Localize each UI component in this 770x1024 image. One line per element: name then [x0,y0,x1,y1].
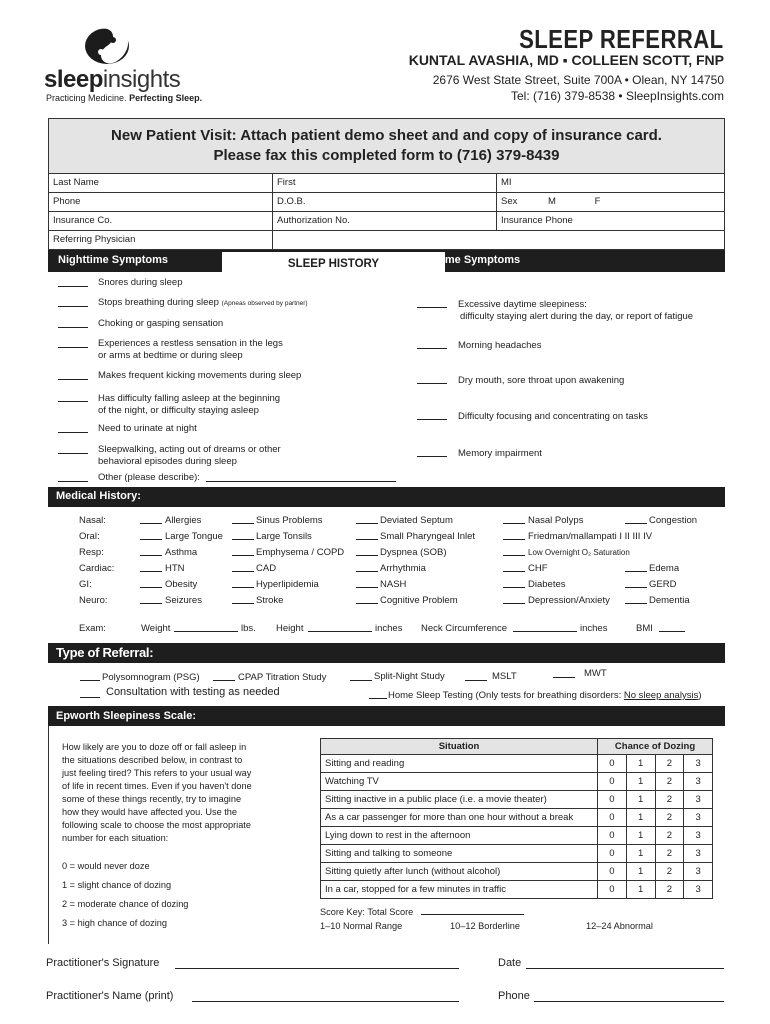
symptom-sleepwalking-2: behavioral episodes during sleep [98,456,237,467]
score-option-0[interactable]: 0 [598,755,627,773]
check-blank[interactable] [58,306,88,307]
check-blank[interactable] [417,456,447,457]
chance-header: Chance of Dozing [598,739,713,755]
first-name-label: First [277,177,296,188]
score-option-1[interactable]: 1 [626,827,655,845]
last-name-field[interactable] [49,174,273,192]
check-blank[interactable] [417,419,447,420]
epworth-sidebar [48,726,49,944]
split-night-option: Split-Night Study [374,671,445,682]
situation-cell: Lying down to rest in the afternoon [321,827,598,845]
symptom-restless-2: or arms at bedtime or during sleep [98,350,243,361]
score-key-label: Score Key: Total Score [320,907,414,917]
symptom-excessive-sleepiness-1: Excessive daytime sleepiness: [458,299,587,310]
check-blank[interactable] [232,539,254,540]
nash: NASH [380,579,407,590]
epworth-intro-8: number for each situation: [62,833,169,843]
date-blank[interactable] [526,968,724,969]
score-option-1[interactable]: 1 [626,755,655,773]
hyperlipidemia: Hyperlipidemia [256,579,319,590]
score-option-3[interactable]: 3 [684,863,713,881]
home-sleep-testing-option [388,690,702,701]
symptom-urinate: Need to urinate at night [98,423,197,434]
score-option-1[interactable]: 1 [626,773,655,791]
logo-tagline-a: Practicing Medicine. [46,93,127,103]
authorization-field[interactable] [273,212,497,230]
score-option-0[interactable]: 0 [598,791,627,809]
no-sleep-analysis: No sleep analysis [623,690,699,701]
phone-blank[interactable] [534,1001,724,1002]
check-blank[interactable] [465,680,487,681]
small-pharyngeal-inlet: Small Pharyngeal Inlet [380,531,476,542]
sleep-history-bar [48,250,725,272]
score-option-1[interactable]: 1 [626,881,655,899]
friedman-mallampati: Friedman/mallampati I II III IV [528,531,653,542]
check-blank[interactable] [232,555,254,556]
phone-label: Phone [53,196,81,207]
score-option-3[interactable]: 3 [684,773,713,791]
large-tonsils: Large Tonsils [256,531,312,542]
page-title: SLEEP REFERRAL [519,24,724,54]
bmi-blank[interactable] [659,631,685,632]
check-blank[interactable] [356,571,378,572]
score-option-0[interactable]: 0 [598,845,627,863]
check-blank[interactable] [553,677,575,678]
sex-field[interactable] [497,193,724,211]
score-option-2[interactable]: 2 [655,755,684,773]
check-blank[interactable] [58,481,88,482]
symptom-memory: Memory impairment [458,448,542,459]
height-blank[interactable] [308,631,372,632]
abnormal-range: 12–24 Abnormal [586,921,653,931]
score-option-2[interactable]: 2 [655,827,684,845]
check-blank[interactable] [140,523,162,524]
emphysema-copd: Emphysema / COPD [256,547,345,558]
check-blank[interactable] [232,523,254,524]
score-option-2[interactable]: 2 [655,845,684,863]
medical-history-title: Medical History: [56,490,141,502]
oral-label: Oral: [79,531,100,542]
mi-label: MI [501,177,512,188]
check-blank[interactable] [140,603,162,604]
check-blank[interactable] [58,453,88,454]
deviated-septum: Deviated Septum [380,515,453,526]
symptom-dry-mouth: Dry mouth, sore throat upon awakening [458,375,625,386]
scale-2: 2 = moderate chance of dozing [62,899,189,909]
epworth-title: Epworth Sleepiness Scale: [56,710,196,722]
symptom-stops-breathing: Stops breathing during sleep [98,297,219,308]
situation-cell: As a car passenger for more than one hour without a break [321,809,598,827]
epworth-table [320,738,713,899]
inches-label: inches [375,623,403,634]
situation-header: Situation [321,739,598,755]
name-print-blank[interactable] [192,1001,459,1002]
phone-field[interactable] [49,193,273,211]
instructions-banner [48,118,725,174]
asthma: Asthma [165,547,198,558]
authorization-label: Authorization No. [277,215,350,226]
check-blank[interactable] [417,348,447,349]
check-blank[interactable] [140,539,162,540]
insurance-field[interactable] [49,212,273,230]
epworth-row [321,809,713,827]
symptom-choking: Choking or gasping sensation [98,318,224,329]
congestion: Congestion [649,515,698,526]
obesity: Obesity [165,579,198,590]
check-blank[interactable] [356,555,378,556]
sex-f-option[interactable]: F [594,196,601,207]
score-option-3[interactable]: 3 [684,809,713,827]
cad: CAD [256,563,277,574]
banner-line-2: Please fax this completed form to (716) 379-8439 [213,147,560,164]
symptom-falling-asleep-1: Has difficulty falling asleep at the beginning [98,393,281,404]
check-blank[interactable] [503,603,525,604]
referral-title: Type of Referral: [56,645,154,660]
seizures: Seizures [165,595,202,606]
symptom-sleepwalking-1: Sleepwalking, acting out of dreams or other [98,444,281,455]
total-score-blank[interactable] [421,914,524,915]
score-option-0[interactable]: 0 [598,827,627,845]
situation-cell: Sitting and reading [321,755,598,773]
check-blank[interactable] [625,587,647,588]
epworth-row [321,863,713,881]
cardiac-label: Cardiac: [79,563,115,574]
check-blank[interactable] [356,603,378,604]
mwt-option: MWT [584,668,607,679]
psg-option: Polysomnogram (PSG) [102,672,200,683]
yin-yang-logo-icon [82,26,132,66]
banner-line-1: New Patient Visit: Attach patient demo sheet and and copy of insurance card. [111,127,662,144]
first-name-field[interactable] [273,174,497,192]
htn: HTN [165,563,185,574]
sex-m-option[interactable]: M [548,196,556,207]
check-blank[interactable] [58,286,88,287]
score-option-0[interactable]: 0 [598,863,627,881]
depression-anxiety: Depression/Anxiety [528,595,610,606]
nighttime-symptoms-title: Nighttime Symptoms [58,254,169,266]
home-sleep-end: ) [698,690,702,701]
epworth-intro-7: following scale to choose the most appropriate [62,820,251,830]
nasal-label: Nasal: [79,515,106,526]
check-blank[interactable] [417,307,447,308]
mi-field[interactable] [497,174,724,192]
weight-label: Weight [141,623,171,634]
logo-tagline-b: Perfecting Sleep. [129,93,203,103]
epworth-row [321,827,713,845]
score-option-0[interactable]: 0 [598,881,627,899]
epworth-row [321,845,713,863]
check-blank[interactable] [356,523,378,524]
epworth-intro-1: How likely are you to doze off or fall asleep in [62,742,247,752]
score-option-3[interactable]: 3 [684,755,713,773]
situation-cell: Sitting inactive in a public place (i.e. a movie theater) [321,791,598,809]
consultation-option: Consultation with testing as needed [106,686,280,698]
situation-cell: In a car, stopped for a few minutes in traffic [321,881,598,899]
epworth-row [321,773,713,791]
dob-field[interactable] [273,193,497,211]
date-label: Date [498,957,522,969]
insurance-label: Insurance Co. [53,215,113,226]
sleep-history-title: SLEEP HISTORY [222,252,445,275]
score-option-2[interactable]: 2 [655,863,684,881]
epworth-instructions [62,741,252,845]
symptom-kicking: Makes frequent kicking movements during sleep [98,370,302,381]
diabetes: Diabetes [528,579,566,590]
score-option-1[interactable]: 1 [626,863,655,881]
insurance-phone-field[interactable] [497,212,724,230]
cpap-option: CPAP Titration Study [238,672,327,683]
check-blank[interactable] [356,587,378,588]
logo-brand-sleep: sleep [44,66,103,93]
exam-label: Exam: [79,623,106,634]
score-option-3[interactable]: 3 [684,881,713,899]
symptom-excessive-sleepiness-2: difficulty staying alert during the day, or report of fatigue [460,311,694,322]
arrhythmia: Arrhythmia [380,563,426,574]
height-label: Height [276,623,304,634]
symptom-difficulty-focusing: Difficulty focusing and concentrating on tasks [458,411,648,422]
chf: CHF [528,563,548,574]
neck-circumference-label: Neck Circumference [421,623,508,634]
score-option-3[interactable]: 3 [684,845,713,863]
bmi-label: BMI [636,623,653,634]
check-blank[interactable] [503,587,525,588]
referral-bar [48,643,725,663]
epworth-row [321,755,713,773]
scale-3: 3 = high chance of dozing [62,918,167,928]
check-blank[interactable] [140,571,162,572]
check-blank[interactable] [140,555,162,556]
name-print-label: Practitioner's Name (print) [46,990,174,1002]
check-blank[interactable] [625,603,647,604]
score-option-0[interactable]: 0 [598,809,627,827]
check-blank[interactable] [625,523,647,524]
check-blank[interactable] [417,383,447,384]
score-option-2[interactable]: 2 [655,809,684,827]
check-blank[interactable] [213,680,235,681]
signature-label: Practitioner's Signature [46,957,160,969]
check-blank[interactable] [58,347,88,348]
weight-blank[interactable] [174,631,238,632]
last-name-label: Last Name [53,177,99,188]
sex-label: Sex [501,196,518,207]
medical-history-bar [48,487,725,507]
check-blank[interactable] [369,698,387,699]
neck-inches-label: inches [580,623,608,634]
epworth-row [321,881,713,899]
score-option-1[interactable]: 1 [626,845,655,863]
low-overnight-o2: Low Overnight O₂ Saturation [528,548,630,557]
normal-range: 1–10 Normal Range [320,921,403,931]
symptom-morning-headaches: Morning headaches [458,340,542,351]
check-blank[interactable] [58,401,88,402]
check-blank[interactable] [503,555,525,556]
symptom-restless-1: Experiences a restless sensation in the legs [98,338,283,349]
mslt-option: MSLT [492,671,517,682]
score-option-0[interactable]: 0 [598,773,627,791]
epworth-intro-4: of life in recent times. Even if you haven't done [62,781,252,791]
lbs-label: lbs. [241,623,256,634]
check-blank[interactable] [350,680,372,681]
epworth-intro-5: some of these things recently, try to imagine [62,794,242,804]
logo-brand-insights: insights [102,66,181,93]
symptom-snores: Snores during sleep [98,277,183,288]
gerd: GERD [649,579,677,590]
apnea-note: (Apneas observed by partner) [221,300,308,307]
check-blank[interactable] [356,539,378,540]
epworth-row [321,791,713,809]
epworth-scale [62,857,188,933]
insurance-phone-label: Insurance Phone [501,215,573,226]
situation-cell: Sitting quietly after lunch (without alcohol) [321,863,598,881]
score-option-3[interactable]: 3 [684,791,713,809]
stroke: Stroke [256,595,284,606]
check-blank[interactable] [140,587,162,588]
dob-label: D.O.B. [277,196,306,207]
score-option-2[interactable]: 2 [655,773,684,791]
check-blank[interactable] [232,587,254,588]
neck-blank[interactable] [513,631,577,632]
patient-info-grid [48,174,725,250]
epworth-intro-2: the situations described below, in contrast to [62,755,243,765]
symptom-falling-asleep-2: of the night, or difficulty staying asleep [98,405,259,416]
large-tongue: Large Tongue [165,531,223,542]
referring-physician-label: Referring Physician [53,234,136,245]
score-option-2[interactable]: 2 [655,881,684,899]
score-option-2[interactable]: 2 [655,791,684,809]
daytime-symptoms-title: Daytime Symptoms [418,254,521,266]
check-blank[interactable] [232,571,254,572]
score-option-1[interactable]: 1 [626,809,655,827]
epworth-intro-3: just feeling tired? This refers to your usual way [62,768,252,778]
phone-label: Phone [498,990,530,1002]
situation-cell: Watching TV [321,773,598,791]
other-describe-blank[interactable] [206,481,396,482]
check-blank[interactable] [58,379,88,380]
dementia: Dementia [649,595,690,606]
check-blank[interactable] [232,603,254,604]
check-blank[interactable] [503,571,525,572]
check-blank[interactable] [80,697,100,698]
signature-blank[interactable] [175,968,459,969]
check-blank[interactable] [503,523,525,524]
cognitive-problem: Cognitive Problem [380,595,458,606]
check-blank[interactable] [503,539,525,540]
referring-physician-blank[interactable] [273,231,724,249]
symptom-other: Other (please describe): [98,472,200,483]
gi-label: GI: [79,579,92,590]
score-option-3[interactable]: 3 [684,827,713,845]
check-blank[interactable] [58,432,88,433]
referring-physician-field[interactable] [49,231,273,249]
address-line: 2676 West State Street, Suite 700A • Olean, NY 14750 [432,73,724,87]
doctors-line: KUNTAL AVASHIA, MD ▪ COLLEEN SCOTT, FNP [408,52,724,68]
telephone-line: Tel: (716) 379-8538 • SleepInsights.com [511,89,724,103]
neuro-label: Neuro: [79,595,108,606]
nasal-polyps: Nasal Polyps [528,515,584,526]
logo [44,26,203,106]
home-sleep-text: Home Sleep Testing (Only tests for breathing disorders: [388,690,624,701]
score-option-1[interactable]: 1 [626,791,655,809]
epworth-intro-6: how they would have affected you. Use the [62,807,238,817]
borderline-range: 10–12 Borderline [450,921,520,931]
resp-label: Resp: [79,547,104,558]
edema: Edema [649,563,680,574]
situation-cell: Sitting and talking to someone [321,845,598,863]
dyspnea: Dyspnea (SOB) [380,547,447,558]
allergies: Allergies [165,515,202,526]
check-blank[interactable] [80,680,100,681]
check-blank[interactable] [58,327,88,328]
scale-1: 1 = slight chance of dozing [62,880,172,890]
check-blank[interactable] [625,571,647,572]
epworth-bar [48,706,725,726]
scale-0: 0 = would never doze [62,861,150,871]
sinus-problems: Sinus Problems [256,515,323,526]
